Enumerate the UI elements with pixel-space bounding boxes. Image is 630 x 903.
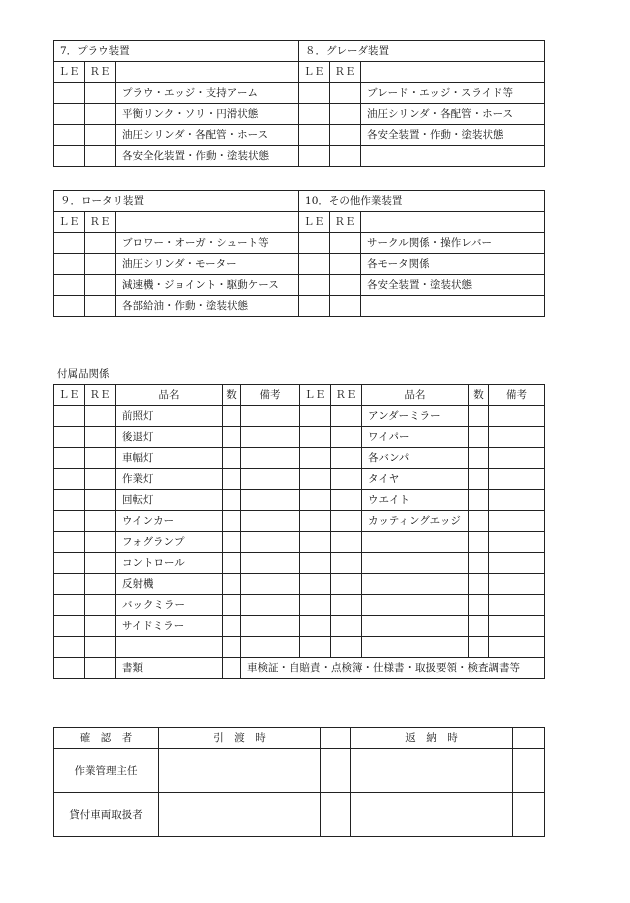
item-name bbox=[362, 595, 469, 616]
qty-cell[interactable] bbox=[223, 574, 241, 595]
le-header: ＬＥ bbox=[54, 212, 85, 233]
qty-cell[interactable] bbox=[223, 469, 241, 490]
re-check-cell[interactable] bbox=[331, 427, 362, 448]
note-header: 備考 bbox=[241, 385, 300, 406]
le-check-cell[interactable] bbox=[54, 427, 85, 448]
le-check-cell[interactable] bbox=[54, 296, 85, 317]
item-label: ブレード・エッジ・スライド等 bbox=[361, 83, 545, 104]
re-check-cell[interactable] bbox=[330, 275, 361, 296]
re-check-cell[interactable] bbox=[331, 532, 362, 553]
return-signature-cell[interactable] bbox=[351, 749, 513, 793]
le-check-cell[interactable] bbox=[299, 233, 330, 254]
table-row bbox=[54, 83, 545, 104]
note-cell[interactable] bbox=[489, 427, 545, 448]
re-check-cell[interactable] bbox=[85, 406, 116, 427]
le-check-cell[interactable] bbox=[54, 511, 85, 532]
le-check-cell[interactable] bbox=[300, 574, 331, 595]
item-label: 油圧シリンダ・モーター bbox=[116, 254, 299, 275]
le-check-cell[interactable] bbox=[299, 125, 330, 146]
re-check-cell[interactable] bbox=[85, 532, 116, 553]
item-label bbox=[361, 146, 545, 167]
le-check-cell[interactable] bbox=[54, 233, 85, 254]
le-check-cell[interactable] bbox=[299, 83, 330, 104]
item-name: バックミラー bbox=[116, 595, 223, 616]
le-check-cell[interactable] bbox=[54, 658, 85, 679]
accessories-table bbox=[53, 384, 545, 679]
item-name: ウインカー bbox=[116, 511, 223, 532]
table-row bbox=[54, 749, 545, 793]
qty-cell[interactable] bbox=[223, 427, 241, 448]
item-name: 前照灯 bbox=[116, 406, 223, 427]
note-cell[interactable] bbox=[241, 406, 300, 427]
le-check-cell[interactable] bbox=[54, 490, 85, 511]
return-stamp-cell[interactable] bbox=[513, 793, 545, 837]
table-row bbox=[54, 793, 545, 837]
re-header: ＲＥ bbox=[331, 385, 362, 406]
signoff-table bbox=[53, 727, 545, 837]
le-check-cell[interactable] bbox=[300, 637, 331, 658]
other-section-title: 10．その他作業装置 bbox=[299, 191, 545, 212]
re-check-cell[interactable] bbox=[85, 595, 116, 616]
qty-cell[interactable] bbox=[223, 637, 241, 658]
table-row bbox=[54, 254, 545, 275]
qty-cell[interactable] bbox=[469, 595, 489, 616]
table-row bbox=[54, 296, 545, 317]
return-stamp-cell[interactable] bbox=[513, 749, 545, 793]
re-check-cell[interactable] bbox=[85, 490, 116, 511]
vehicle-handler-label: 貸付車両取扱者 bbox=[54, 793, 159, 837]
re-check-cell[interactable] bbox=[331, 637, 362, 658]
re-check-cell[interactable] bbox=[85, 296, 116, 317]
qty-header: 数 bbox=[223, 385, 241, 406]
re-check-cell[interactable] bbox=[85, 616, 116, 637]
grader-section-title: ８．グレーダ装置 bbox=[299, 41, 545, 62]
handover-signature-cell[interactable] bbox=[159, 749, 321, 793]
item-label: プラウ・エッジ・支持アーム bbox=[116, 83, 299, 104]
qty-cell[interactable] bbox=[469, 511, 489, 532]
table-row bbox=[54, 125, 545, 146]
le-check-cell[interactable] bbox=[300, 595, 331, 616]
note-cell[interactable] bbox=[241, 427, 300, 448]
note-cell[interactable] bbox=[241, 490, 300, 511]
table-row bbox=[54, 146, 545, 167]
documents-row bbox=[54, 658, 545, 679]
note-cell[interactable] bbox=[489, 532, 545, 553]
note-cell[interactable] bbox=[241, 448, 300, 469]
table-row bbox=[54, 574, 545, 595]
item-label: 各安全装置・作動・塗装状態 bbox=[361, 125, 545, 146]
rotary-other-table bbox=[53, 190, 545, 317]
le-check-cell[interactable] bbox=[299, 275, 330, 296]
note-cell[interactable] bbox=[489, 553, 545, 574]
re-check-cell[interactable] bbox=[85, 448, 116, 469]
le-check-cell[interactable] bbox=[300, 469, 331, 490]
re-check-cell[interactable] bbox=[85, 125, 116, 146]
item-name: カッティングエッジ bbox=[362, 511, 469, 532]
re-check-cell[interactable] bbox=[331, 469, 362, 490]
qty-cell[interactable] bbox=[223, 532, 241, 553]
qty-cell[interactable] bbox=[223, 406, 241, 427]
re-check-cell[interactable] bbox=[85, 637, 116, 658]
table-row bbox=[54, 233, 545, 254]
item-name: サイドミラー bbox=[116, 616, 223, 637]
documents-label: 書類 bbox=[116, 658, 223, 679]
le-check-cell[interactable] bbox=[300, 427, 331, 448]
le-header: ＬＥ bbox=[299, 212, 330, 233]
item-name: 後退灯 bbox=[116, 427, 223, 448]
return-signature-cell[interactable] bbox=[351, 793, 513, 837]
qty-cell[interactable] bbox=[469, 490, 489, 511]
qty-cell[interactable] bbox=[469, 448, 489, 469]
table-row bbox=[54, 469, 545, 490]
le-check-cell[interactable] bbox=[54, 254, 85, 275]
note-cell[interactable] bbox=[241, 511, 300, 532]
table-row bbox=[54, 427, 545, 448]
qty-cell[interactable] bbox=[223, 448, 241, 469]
qty-cell[interactable] bbox=[469, 616, 489, 637]
table-row bbox=[54, 553, 545, 574]
table-row bbox=[54, 406, 545, 427]
table-row bbox=[54, 511, 545, 532]
item-label bbox=[361, 296, 545, 317]
item-name: フォグランプ bbox=[116, 532, 223, 553]
le-check-cell[interactable] bbox=[54, 125, 85, 146]
documents-value: 車検証・自賠責・点検簿・仕様書・取扱要領・検査調書等 bbox=[241, 658, 545, 679]
re-check-cell[interactable] bbox=[85, 427, 116, 448]
re-check-cell[interactable] bbox=[85, 104, 116, 125]
note-cell[interactable] bbox=[241, 616, 300, 637]
le-header: ＬＥ bbox=[299, 62, 330, 83]
item-name: 各バンパ bbox=[362, 448, 469, 469]
le-header: ＬＥ bbox=[54, 385, 85, 406]
table-row bbox=[54, 448, 545, 469]
item-name bbox=[362, 553, 469, 574]
item-name: 反射機 bbox=[116, 574, 223, 595]
qty-cell[interactable] bbox=[469, 532, 489, 553]
le-check-cell[interactable] bbox=[300, 532, 331, 553]
le-check-cell[interactable] bbox=[54, 406, 85, 427]
item-name: 回転灯 bbox=[116, 490, 223, 511]
qty-cell[interactable] bbox=[223, 490, 241, 511]
le-check-cell[interactable] bbox=[54, 448, 85, 469]
qty-cell[interactable] bbox=[469, 574, 489, 595]
table-row bbox=[54, 595, 545, 616]
re-check-cell[interactable] bbox=[331, 595, 362, 616]
le-check-cell[interactable] bbox=[300, 490, 331, 511]
handover-header: 引 渡 時 bbox=[159, 728, 321, 749]
item-label: 油圧シリンダ・各配管・ホース bbox=[116, 125, 299, 146]
re-check-cell[interactable] bbox=[330, 83, 361, 104]
qty-cell[interactable] bbox=[469, 637, 489, 658]
note-cell[interactable] bbox=[241, 574, 300, 595]
note-cell[interactable] bbox=[241, 553, 300, 574]
plow-grader-table bbox=[53, 40, 545, 167]
table-row bbox=[54, 490, 545, 511]
item-label: 各安全化装置・作動・塗装状態 bbox=[116, 146, 299, 167]
note-cell[interactable] bbox=[489, 448, 545, 469]
re-check-cell[interactable] bbox=[85, 254, 116, 275]
item-name: ワイパー bbox=[362, 427, 469, 448]
note-cell[interactable] bbox=[241, 637, 300, 658]
table-row bbox=[54, 616, 545, 637]
qty-cell[interactable] bbox=[223, 553, 241, 574]
re-check-cell[interactable] bbox=[331, 511, 362, 532]
re-header: ＲＥ bbox=[330, 62, 361, 83]
re-check-cell[interactable] bbox=[85, 658, 116, 679]
re-check-cell[interactable] bbox=[331, 448, 362, 469]
re-header: ＲＥ bbox=[85, 62, 116, 83]
item-label: 各モータ関係 bbox=[361, 254, 545, 275]
re-header: ＲＥ bbox=[330, 212, 361, 233]
item-name: ウエイト bbox=[362, 490, 469, 511]
return-header: 返 納 時 bbox=[351, 728, 513, 749]
note-cell[interactable] bbox=[241, 595, 300, 616]
note-cell[interactable] bbox=[489, 511, 545, 532]
item-label: 油圧シリンダ・各配管・ホース bbox=[361, 104, 545, 125]
table-row bbox=[54, 637, 545, 658]
note-header: 備考 bbox=[489, 385, 545, 406]
note-cell[interactable] bbox=[489, 637, 545, 658]
le-check-cell[interactable] bbox=[54, 83, 85, 104]
qty-cell[interactable] bbox=[469, 406, 489, 427]
qty-cell[interactable] bbox=[223, 511, 241, 532]
le-check-cell[interactable] bbox=[300, 616, 331, 637]
re-check-cell[interactable] bbox=[331, 406, 362, 427]
plow-section-title: 7．プラウ装置 bbox=[54, 41, 299, 62]
le-check-cell[interactable] bbox=[300, 448, 331, 469]
qty-cell[interactable] bbox=[469, 553, 489, 574]
qty-cell[interactable] bbox=[223, 595, 241, 616]
note-cell[interactable] bbox=[489, 490, 545, 511]
item-name: 車幅灯 bbox=[116, 448, 223, 469]
item-label: ブロワー・オーガ・シュート等 bbox=[116, 233, 299, 254]
le-check-cell[interactable] bbox=[54, 574, 85, 595]
le-check-cell[interactable] bbox=[54, 553, 85, 574]
re-check-cell[interactable] bbox=[330, 254, 361, 275]
table-row bbox=[54, 104, 545, 125]
qty-cell[interactable] bbox=[469, 469, 489, 490]
re-check-cell[interactable] bbox=[85, 511, 116, 532]
name-header: 品名 bbox=[116, 385, 223, 406]
note-cell[interactable] bbox=[489, 469, 545, 490]
le-check-cell[interactable] bbox=[54, 616, 85, 637]
le-check-cell[interactable] bbox=[54, 637, 85, 658]
le-check-cell[interactable] bbox=[299, 254, 330, 275]
handover-signature-cell[interactable] bbox=[159, 793, 321, 837]
note-cell[interactable] bbox=[489, 406, 545, 427]
item-name bbox=[362, 574, 469, 595]
qty-cell[interactable] bbox=[223, 658, 241, 679]
le-header: ＬＥ bbox=[54, 62, 85, 83]
re-check-cell[interactable] bbox=[331, 574, 362, 595]
qty-cell[interactable] bbox=[469, 427, 489, 448]
le-check-cell[interactable] bbox=[54, 532, 85, 553]
accessories-caption: 付属品関係 bbox=[57, 368, 110, 380]
item-name bbox=[116, 637, 223, 658]
qty-header: 数 bbox=[469, 385, 489, 406]
le-header: ＬＥ bbox=[300, 385, 331, 406]
note-cell[interactable] bbox=[241, 469, 300, 490]
le-check-cell[interactable] bbox=[54, 104, 85, 125]
item-name bbox=[362, 637, 469, 658]
re-check-cell[interactable] bbox=[85, 83, 116, 104]
le-check-cell[interactable] bbox=[54, 275, 85, 296]
item-name: 作業灯 bbox=[116, 469, 223, 490]
re-check-cell[interactable] bbox=[85, 233, 116, 254]
le-check-cell[interactable] bbox=[300, 553, 331, 574]
handover-stamp-cell[interactable] bbox=[321, 749, 351, 793]
item-label: サークル関係・操作レバー bbox=[361, 233, 545, 254]
item-name: アンダーミラー bbox=[362, 406, 469, 427]
note-cell[interactable] bbox=[489, 595, 545, 616]
re-check-cell[interactable] bbox=[330, 125, 361, 146]
re-check-cell[interactable] bbox=[331, 553, 362, 574]
le-check-cell[interactable] bbox=[54, 469, 85, 490]
item-name bbox=[362, 532, 469, 553]
re-check-cell[interactable] bbox=[330, 104, 361, 125]
confirm-header: 確 認 者 bbox=[54, 728, 159, 749]
re-check-cell[interactable] bbox=[331, 616, 362, 637]
table-row bbox=[54, 532, 545, 553]
le-check-cell[interactable] bbox=[300, 511, 331, 532]
item-name: コントロール bbox=[116, 553, 223, 574]
re-check-cell[interactable] bbox=[331, 490, 362, 511]
table-row bbox=[54, 275, 545, 296]
item-label: 平衡リンク・ソリ・円滑状態 bbox=[116, 104, 299, 125]
re-check-cell[interactable] bbox=[330, 233, 361, 254]
le-check-cell[interactable] bbox=[299, 104, 330, 125]
re-check-cell[interactable] bbox=[85, 469, 116, 490]
qty-cell[interactable] bbox=[223, 616, 241, 637]
handover-stamp-cell[interactable] bbox=[321, 793, 351, 837]
le-check-cell[interactable] bbox=[54, 595, 85, 616]
note-cell[interactable] bbox=[489, 616, 545, 637]
name-header: 品名 bbox=[362, 385, 469, 406]
re-check-cell[interactable] bbox=[85, 275, 116, 296]
le-check-cell[interactable] bbox=[300, 406, 331, 427]
re-check-cell[interactable] bbox=[85, 553, 116, 574]
re-check-cell[interactable] bbox=[85, 146, 116, 167]
work-manager-label: 作業管理主任 bbox=[54, 749, 159, 793]
item-label: 各安全装置・塗装状態 bbox=[361, 275, 545, 296]
re-check-cell[interactable] bbox=[85, 574, 116, 595]
rotary-section-title: ９．ロータリ装置 bbox=[54, 191, 299, 212]
item-name bbox=[362, 616, 469, 637]
le-check-cell[interactable] bbox=[54, 146, 85, 167]
re-header: ＲＥ bbox=[85, 212, 116, 233]
re-header: ＲＥ bbox=[85, 385, 116, 406]
item-label: 減速機・ジョイント・駆動ケース bbox=[116, 275, 299, 296]
item-label: 各部給油・作動・塗装状態 bbox=[116, 296, 299, 317]
note-cell[interactable] bbox=[241, 532, 300, 553]
item-name: タイヤ bbox=[362, 469, 469, 490]
note-cell[interactable] bbox=[489, 574, 545, 595]
